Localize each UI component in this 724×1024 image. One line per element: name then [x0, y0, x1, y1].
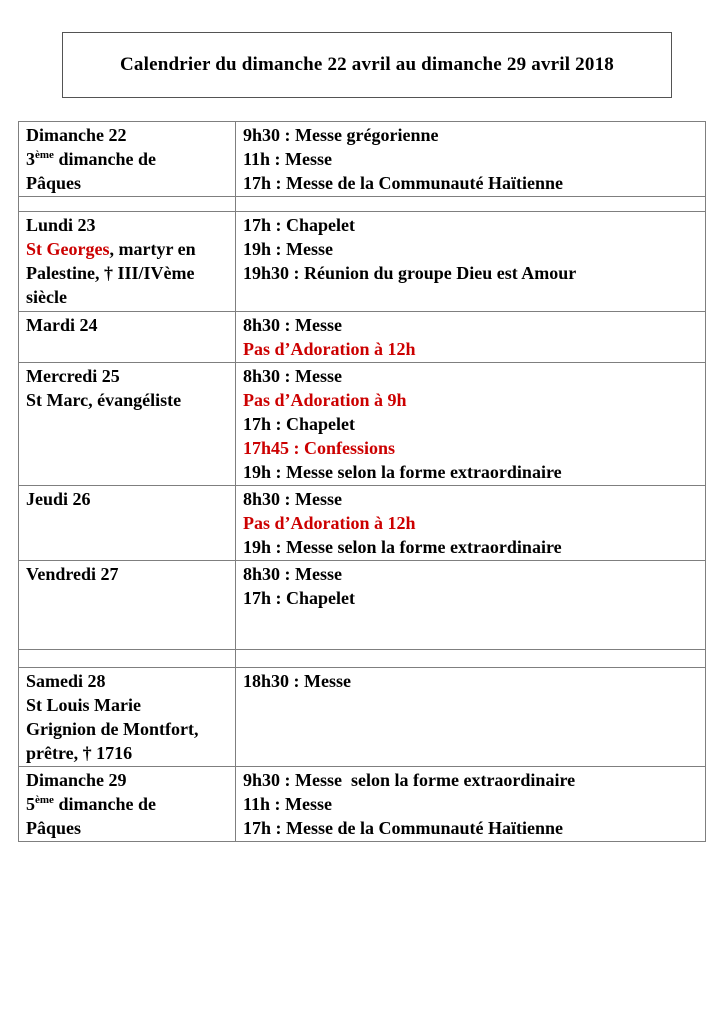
text-segment: prêtre, † 1716 — [26, 743, 133, 763]
text-segment: ème — [35, 149, 54, 161]
text-segment: Samedi 28 — [26, 671, 106, 691]
red-text-segment: 17h45 : Confessions — [243, 438, 396, 458]
text-segment: Mercredi 25 — [26, 366, 120, 386]
calendar-table — [18, 121, 706, 842]
schedule-line — [243, 123, 699, 147]
schedule-line — [243, 436, 699, 460]
text-segment: 11h : Messe — [243, 794, 332, 814]
text-segment: Pâques — [26, 818, 82, 838]
spacer-row — [19, 197, 706, 212]
schedule-line — [26, 487, 229, 511]
schedule-line — [26, 768, 229, 792]
text-segment: Palestine, † III/IVème — [26, 263, 195, 283]
schedule-line — [26, 171, 229, 195]
text-segment: 9h30 : Messe grégorienne — [243, 125, 439, 145]
text-segment: 8h30 : Messe — [243, 366, 342, 386]
schedule-line — [243, 562, 699, 586]
text-segment: St Louis Marie — [26, 695, 141, 715]
table-row — [19, 668, 706, 767]
schedule-line — [243, 511, 699, 535]
table-row — [19, 312, 706, 363]
text-segment: Lundi 23 — [26, 215, 96, 235]
schedule-line — [243, 792, 699, 816]
day-cell — [19, 486, 236, 561]
text-segment: Mardi 24 — [26, 315, 98, 335]
text-segment: 11h : Messe — [243, 149, 332, 169]
text-segment: 17h : Chapelet — [243, 588, 355, 608]
text-segment: 19h : Messe selon la forme extraordinaire — [243, 462, 562, 482]
text-segment: 19h : Messe selon la forme extraordinaire — [243, 537, 562, 557]
schedule-line — [26, 313, 229, 337]
red-text-segment: Pas d’Adoration à 12h — [243, 339, 416, 359]
schedule-line — [243, 213, 699, 237]
spacer-day-cell — [19, 650, 236, 668]
schedule-line — [243, 337, 699, 361]
events-cell — [236, 363, 706, 486]
schedule-line — [26, 147, 229, 171]
red-text-segment: Pas d’Adoration à 12h — [243, 513, 416, 533]
calendar-table-body — [19, 122, 706, 842]
schedule-line — [243, 261, 699, 285]
text-segment: 17h : Messe de la Communauté Haïtienne — [243, 818, 563, 838]
table-row — [19, 561, 706, 650]
day-cell — [19, 122, 236, 197]
schedule-line — [26, 261, 229, 285]
spacer-row — [19, 650, 706, 668]
text-segment: 5 — [26, 794, 35, 814]
text-segment: 19h : Messe — [243, 239, 333, 259]
red-text-segment: Pas d’Adoration à 9h — [243, 390, 407, 410]
text-segment: St Marc, évangéliste — [26, 390, 182, 410]
text-segment: 3 — [26, 149, 35, 169]
schedule-line — [26, 816, 229, 840]
table-row — [19, 122, 706, 197]
schedule-line — [243, 816, 699, 840]
text-segment: 17h : Chapelet — [243, 414, 355, 434]
schedule-line — [26, 741, 229, 765]
day-cell — [19, 312, 236, 363]
events-cell — [236, 668, 706, 767]
schedule-line — [26, 669, 229, 693]
schedule-line — [243, 313, 699, 337]
text-segment: Dimanche 29 — [26, 770, 127, 790]
text-segment: Dimanche 22 — [26, 125, 127, 145]
table-row — [19, 212, 706, 312]
schedule-line — [26, 693, 229, 717]
schedule-line — [26, 717, 229, 741]
events-cell — [236, 212, 706, 312]
text-segment: ème — [35, 794, 54, 806]
schedule-line — [26, 285, 229, 309]
text-segment: 17h : Messe de la Communauté Haïtienne — [243, 173, 563, 193]
text-segment: Vendredi 27 — [26, 564, 119, 584]
text-segment: Pâques — [26, 173, 82, 193]
events-cell — [236, 122, 706, 197]
schedule-line — [26, 792, 229, 816]
red-text-segment: St Georges — [26, 239, 110, 259]
day-cell — [19, 363, 236, 486]
text-segment: 17h : Chapelet — [243, 215, 355, 235]
spacer-day-cell — [19, 197, 236, 212]
schedule-line — [26, 213, 229, 237]
spacer-events-cell — [236, 650, 706, 668]
text-segment: , martyr en — [109, 239, 196, 259]
page-title: Calendrier du dimanche 22 avril au dimanche 29 avril 2018 — [120, 54, 614, 75]
day-cell — [19, 668, 236, 767]
schedule-line — [243, 535, 699, 559]
schedule-line — [26, 364, 229, 388]
text-segment: 18h30 : Messe — [243, 671, 351, 691]
title-box — [62, 32, 672, 98]
text-segment: 19h30 : Réunion du groupe Dieu est Amour — [243, 263, 577, 283]
day-cell — [19, 561, 236, 650]
day-cell — [19, 767, 236, 842]
text-segment: Jeudi 26 — [26, 489, 91, 509]
events-cell — [236, 486, 706, 561]
schedule-line — [26, 237, 229, 261]
table-row — [19, 363, 706, 486]
text-segment: 8h30 : Messe — [243, 489, 342, 509]
events-cell — [236, 767, 706, 842]
text-segment: siècle — [26, 287, 67, 307]
schedule-line — [243, 388, 699, 412]
schedule-line — [243, 460, 699, 484]
schedule-line — [26, 123, 229, 147]
schedule-line — [243, 768, 699, 792]
schedule-line — [26, 388, 229, 412]
text-segment: dimanche de — [53, 794, 156, 814]
text-segment: 8h30 : Messe — [243, 315, 342, 335]
text-segment: 9h30 : Messe selon la forme extraordinaire — [243, 770, 576, 790]
text-segment: dimanche de — [53, 149, 156, 169]
table-row — [19, 486, 706, 561]
schedule-line — [243, 171, 699, 195]
day-cell — [19, 212, 236, 312]
events-cell — [236, 312, 706, 363]
schedule-line — [243, 237, 699, 261]
text-segment: 8h30 : Messe — [243, 564, 342, 584]
text-segment: Grignion de Montfort, — [26, 719, 199, 739]
spacer-events-cell — [236, 197, 706, 212]
schedule-line — [243, 147, 699, 171]
schedule-line — [243, 487, 699, 511]
schedule-line — [243, 412, 699, 436]
schedule-line — [243, 586, 699, 610]
schedule-line — [26, 562, 229, 586]
events-cell — [236, 561, 706, 650]
schedule-line — [243, 669, 699, 693]
schedule-line — [243, 364, 699, 388]
table-row — [19, 767, 706, 842]
